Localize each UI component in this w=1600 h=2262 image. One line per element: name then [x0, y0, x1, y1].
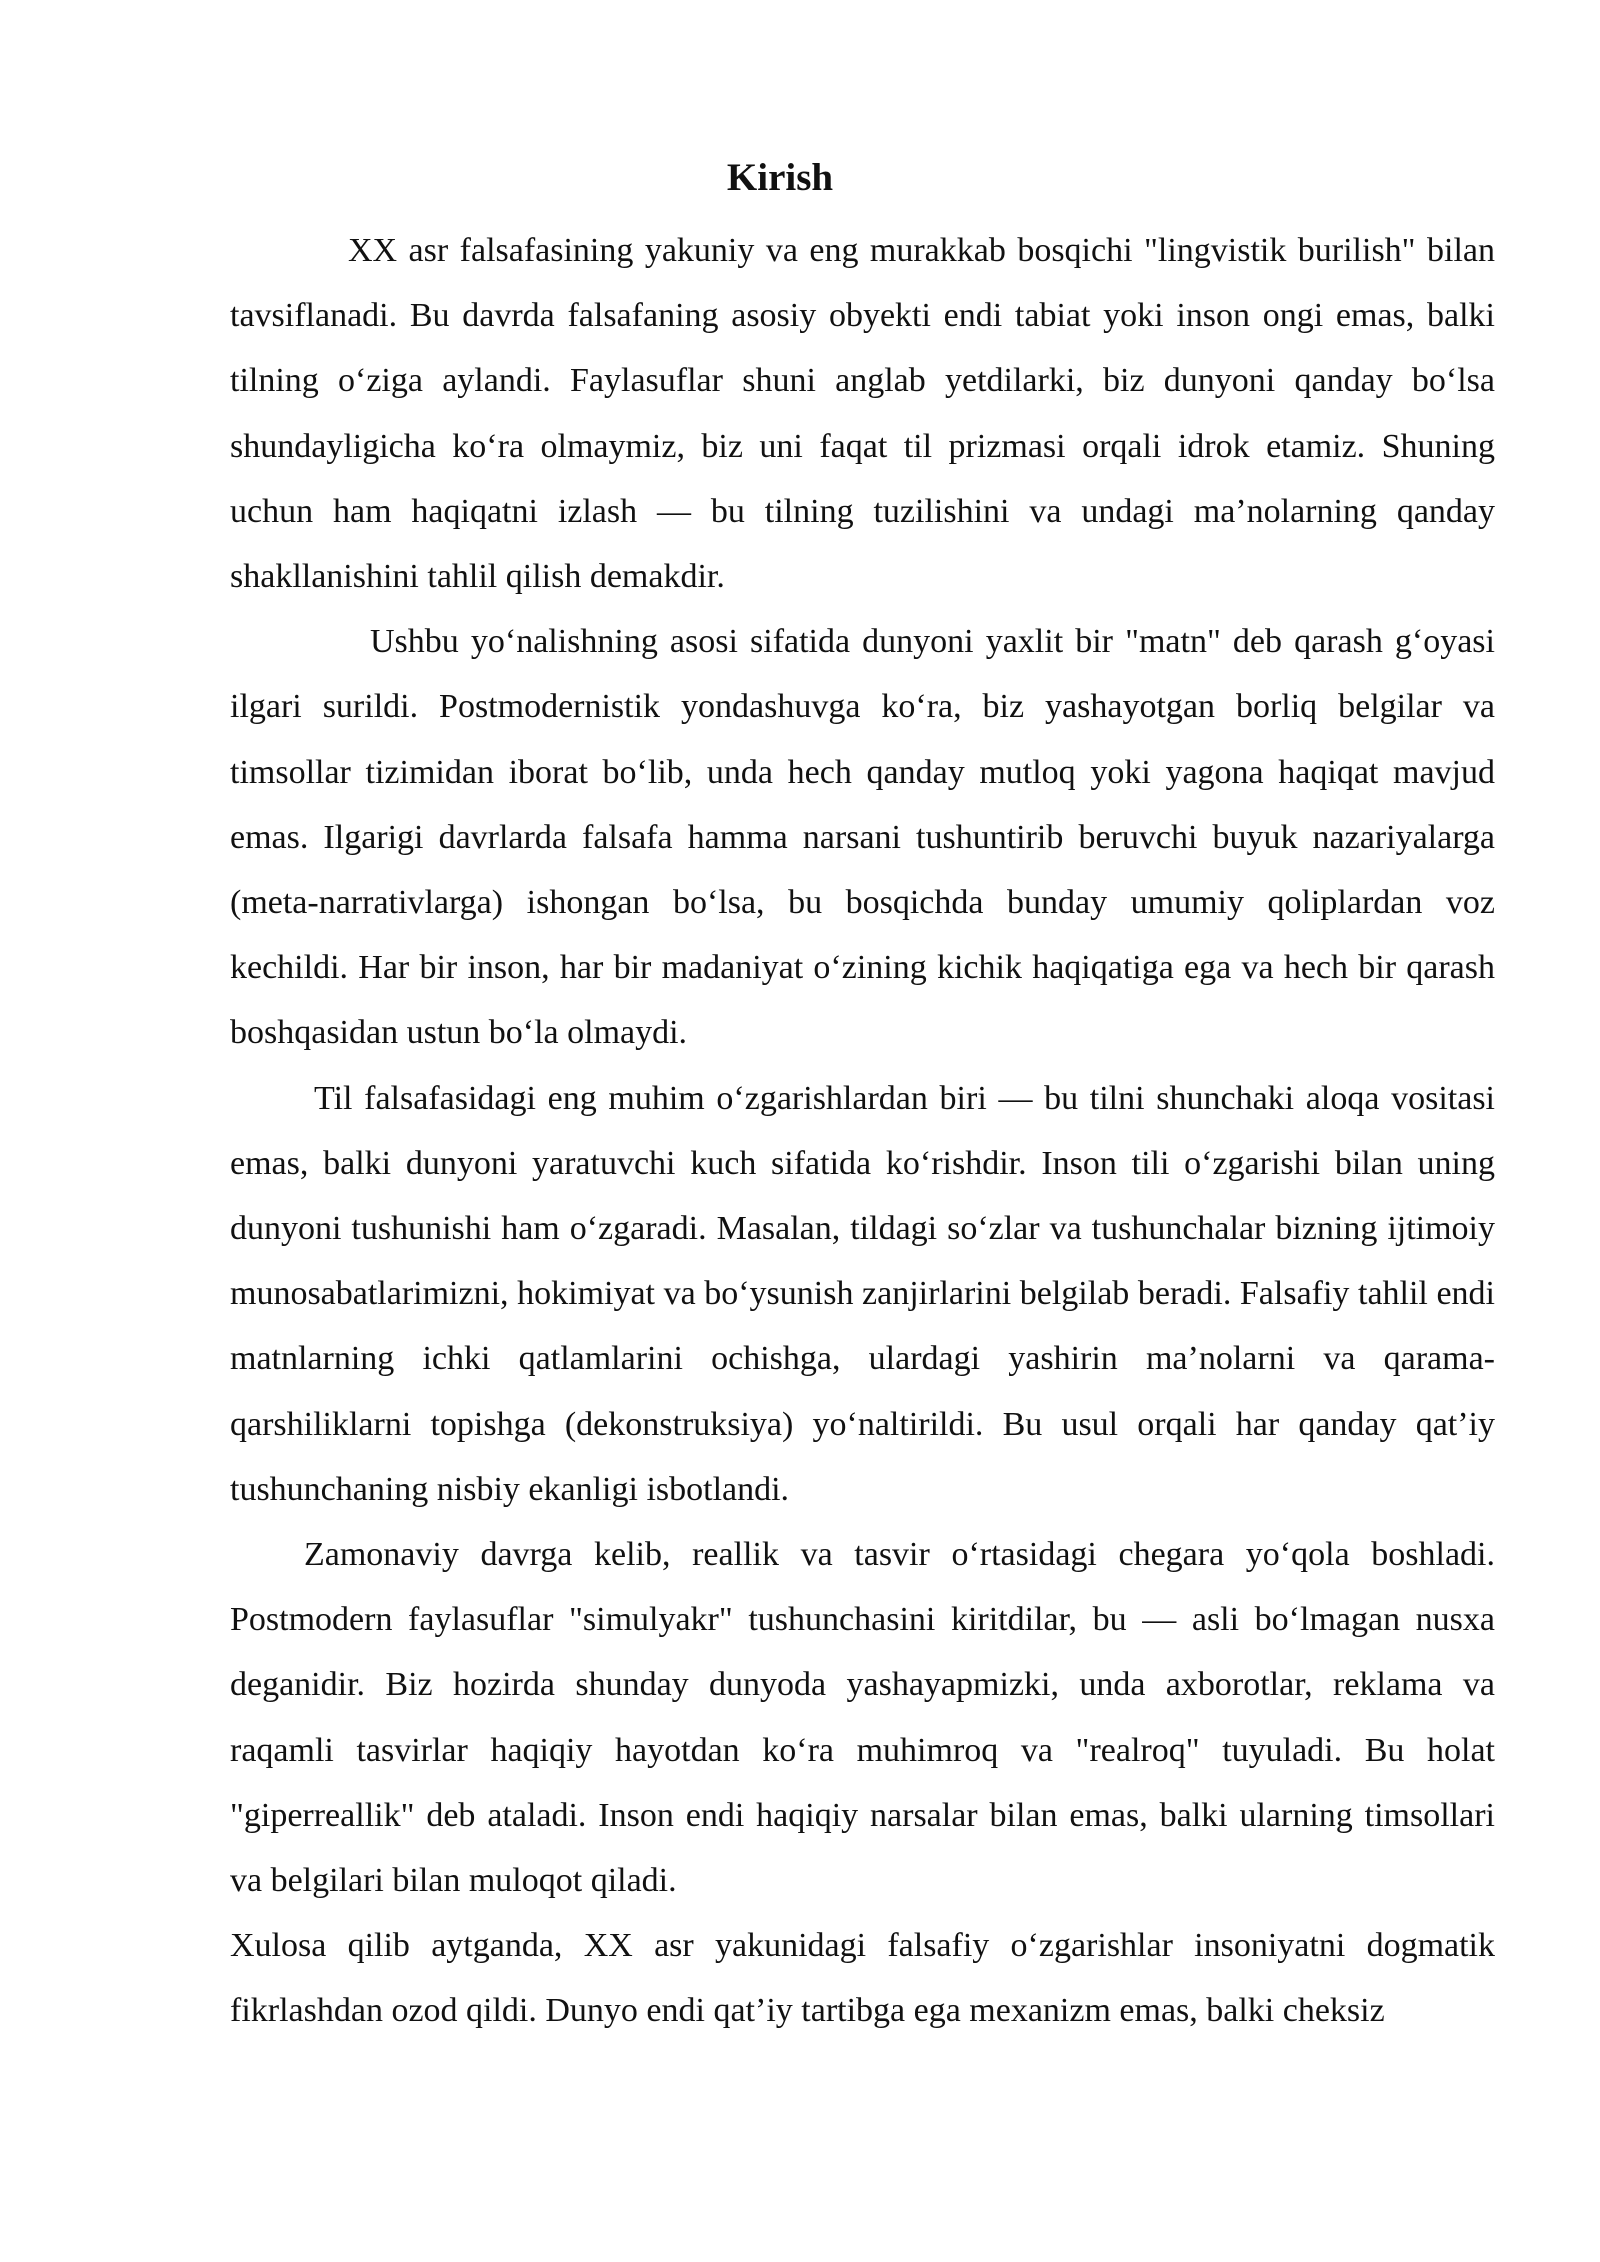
- page-title: Kirish: [726, 156, 834, 199]
- paragraph-2: Ushbu yoʻnalishning asosi sifatida dunyoni yaxlit bir "matn" deb qarash gʻoyasi ilgari surildi. Postmodernistik yondashuvga koʻra, biz yashayotgan borliq belgilar va timsollar tizimidan iborat boʻlib, unda hech qanday mutloq yoki yagona haqiqat mavjud emas. Ilgarigi davrlarda falsafa hamma narsani tushuntirib beruvchi buyuk nazariyalarga (meta-narrativlarga) ishongan boʻlsa, bu bosqichda bunday umumiy qoliplardan voz kechildi. Har bir inson, har bir madaniyat oʻzining kichik haqiqatiga ega va hech bir qarash boshqasidan ustun boʻla olmaydi.: [230, 623, 1495, 1052]
- paragraph-5: Xulosa qilib aytganda, XX asr yakunidagi falsafiy oʻzgarishlar insoniyatni dogmatik fikrlashdan ozod qildi. Dunyo endi qat’iy tartibga ega mexanizm emas, balki cheksiz: [230, 1927, 1495, 2030]
- body-text: [230, 218, 1495, 2044]
- paragraph-1: XX asr falsafasining yakuniy va eng murakkab bosqichi "lingvistik burilish" bilan tavsiflanadi. Bu davrda falsafaning asosiy obyekti endi tabiat yoki inson ongi emas, balki tilning oʻziga aylandi. Faylasuflar shuni anglab yetdilarki, biz dunyoni qanday boʻlsa shundayligicha koʻra olmaymiz, biz uni faqat til prizmasi orqali idrok etamiz. Shuning uchun ham haqiqatni izlash — bu tilning tuzilishini va undagi ma’nolarning qanday shakllanishini tahlil qilish demakdir.: [230, 232, 1495, 596]
- paragraph-3: Til falsafasidagi eng muhim oʻzgarishlardan biri — bu tilni shunchaki aloqa vositasi emas, balki dunyoni yaratuvchi kuch sifatida koʻrishdir. Inson tili oʻzgarishi bilan uning dunyoni tushunishi ham oʻzgaradi. Masalan, tildagi soʻzlar va tushunchalar bizning ijtimoiy munosabatlarimizni, hokimiyat va boʻysunish zanjirlarini belgilab beradi. Falsafiy tahlil endi matnlarning ichki qatlamlarini ochishga, ulardagi yashirin ma’nolarni va qarama-qarshiliklarni topishga (dekonstruksiya) yoʻnaltirildi. Bu usul orqali har qanday qat’iy tushunchaning nisbiy ekanligi isbotlandi.: [230, 1079, 1495, 1508]
- paragraph-4: Zamonaviy davrga kelib, reallik va tasvir oʻrtasidagi chegara yoʻqola boshladi. Postmodern faylasuflar "simulyakr" tushunchasini kiritdilar, bu — asli boʻlmagan nusxa deganidir. Biz hozirda shunday dunyoda yashayapmizki, unda axborotlar, reklama va raqamli tasvirlar haqiqiy hayotdan koʻra muhimroq va "realroq" tuyuladi. Bu holat "giperreallik" deb ataladi. Inson endi haqiqiy narsalar bilan emas, balki ularning timsollari va belgilari bilan muloqot qiladi.: [230, 1536, 1495, 1900]
